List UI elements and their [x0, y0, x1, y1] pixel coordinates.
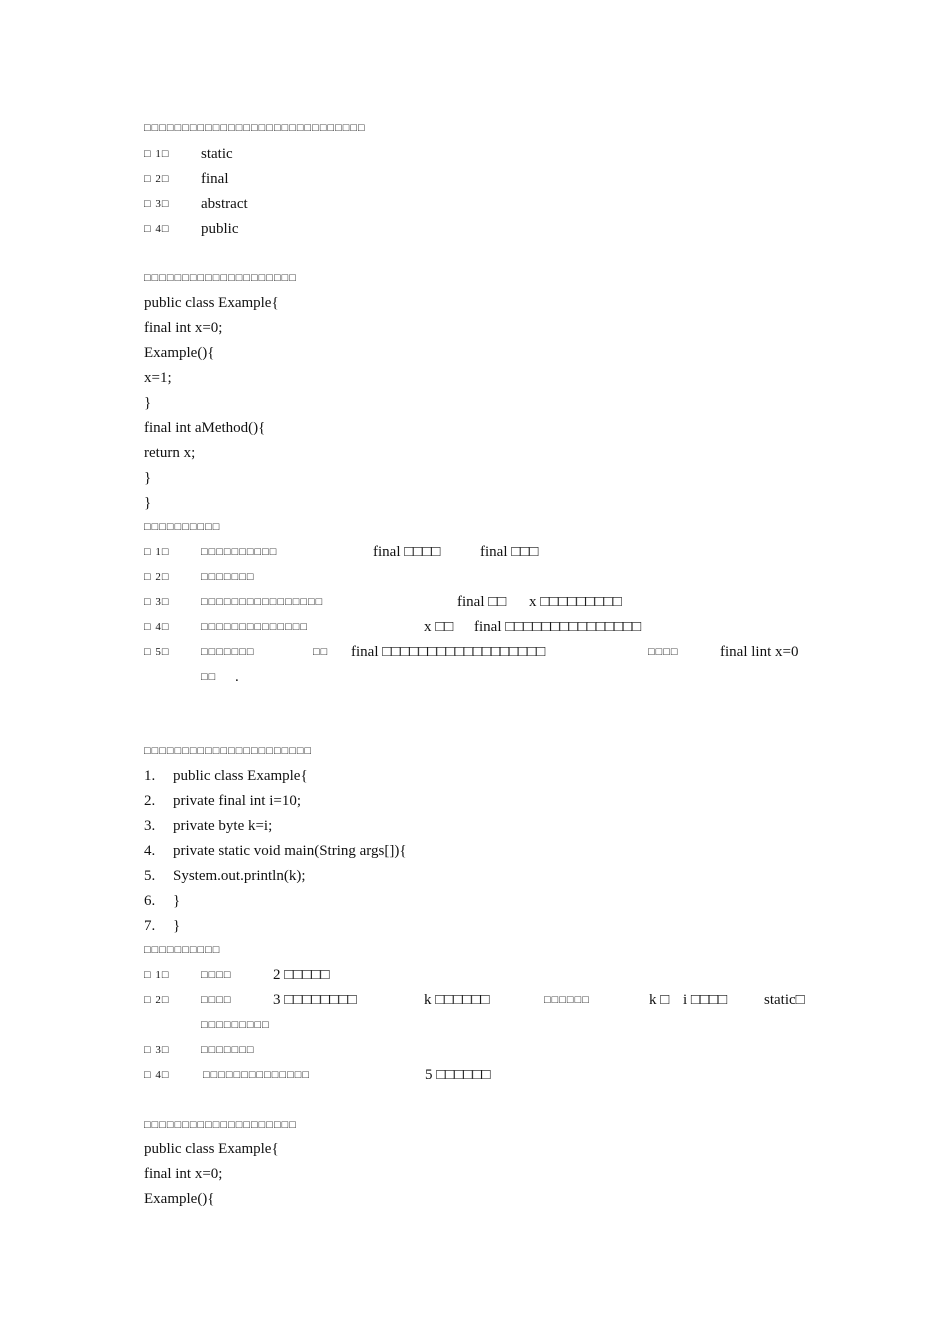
q4-code-line: public class Example{: [144, 1141, 279, 1157]
q2-option-text: x □□□□□□□□□: [529, 594, 622, 610]
q3-option-num: □ 4□: [144, 1069, 170, 1081]
q1-option-text: public: [201, 221, 239, 237]
q2-option-num: □ 5□: [144, 646, 170, 658]
q2-code-line: final int aMethod(){: [144, 420, 266, 436]
q2-option-text: final lint x=0: [720, 644, 799, 660]
q3-code-num: 3.: [144, 818, 156, 834]
q3-option-text: static□: [764, 992, 805, 1008]
q3-option-text: 3 □□□□□□□□: [273, 992, 357, 1008]
q2-option-text: □□: [201, 671, 217, 683]
q3-option-text: □□□□: [201, 994, 232, 1006]
q3-option-text: 2 □□□□□: [273, 967, 330, 983]
q2-stem: □□□□□□□□□□□□□□□□□□□□: [144, 272, 297, 284]
q3-code-line: public class Example{: [173, 768, 308, 784]
q3-option-text: k □: [649, 992, 670, 1008]
q3-code-line: }: [173, 893, 181, 909]
q2-option-text: final □□□: [480, 544, 539, 560]
q2-prompt: □□□□□□□□□□: [144, 521, 221, 533]
q2-option-text: .: [235, 669, 239, 685]
q1-option-text: abstract: [201, 196, 248, 212]
q1-option-num: □ 4□: [144, 223, 170, 235]
q3-code-num: 4.: [144, 843, 156, 859]
q1-option-text: final: [201, 171, 229, 187]
q3-option-text: i □□□□: [683, 992, 728, 1008]
q3-prompt: □□□□□□□□□□: [144, 944, 221, 956]
q2-option-text: x □□: [424, 619, 454, 635]
q2-option-text: □□□□: [648, 646, 679, 658]
q1-option-num: □ 1□: [144, 148, 170, 160]
q3-option-text: □□□□□□□□□: [201, 1019, 270, 1031]
q2-code-line: final int x=0;: [144, 320, 223, 336]
q3-option-text: 5 □□□□□□: [425, 1067, 491, 1083]
q2-option-text: final □□: [457, 594, 507, 610]
q2-option-text: □□□□□□□: [201, 571, 255, 583]
q3-option-text: □□□□□□□: [201, 1044, 255, 1056]
q2-option-text: □□□□□□□□□□□□□□: [201, 621, 309, 633]
q2-code-line: Example(){: [144, 345, 215, 361]
q2-code-line: }: [144, 395, 152, 411]
q3-code-num: 7.: [144, 918, 156, 934]
q1-option-text: static: [201, 146, 233, 162]
q1-option-num: □ 2□: [144, 173, 170, 185]
q2-code-line: return x;: [144, 445, 196, 461]
q3-code-num: 2.: [144, 793, 156, 809]
q3-code-num: 1.: [144, 768, 156, 784]
q2-option-num: □ 3□: [144, 596, 170, 608]
q1-option-num: □ 3□: [144, 198, 170, 210]
q3-code-line: private byte k=i;: [173, 818, 273, 834]
q3-code-line: }: [173, 918, 181, 934]
q3-code-line: private final int i=10;: [173, 793, 302, 809]
q3-option-num: □ 3□: [144, 1044, 170, 1056]
q2-option-text: □□: [313, 646, 329, 658]
q2-code-line: }: [144, 470, 152, 486]
q3-stem: □□□□□□□□□□□□□□□□□□□□□□: [144, 745, 313, 757]
q2-code-line: x=1;: [144, 370, 172, 386]
q2-option-text: final □□□□□□□□□□□□□□□□□□: [351, 644, 546, 660]
q2-option-text: □□□□□□□□□□□□□□□□: [201, 596, 324, 608]
q3-option-num: □ 2□: [144, 994, 170, 1006]
q3-option-text: □□□□□□: [544, 994, 590, 1006]
q3-code-line: private static void main(String args[]){: [173, 843, 407, 859]
q3-code-line: System.out.println(k);: [173, 868, 306, 884]
q2-option-num: □ 1□: [144, 546, 170, 558]
q4-code-line: Example(){: [144, 1191, 215, 1207]
q2-option-text: final □□□□□□□□□□□□□□□: [474, 619, 642, 635]
q3-option-text: □□□□□□□□□□□□□□: [203, 1069, 311, 1081]
q3-option-text: k □□□□□□: [424, 992, 490, 1008]
q3-code-num: 6.: [144, 893, 156, 909]
q3-code-num: 5.: [144, 868, 156, 884]
q2-option-text: final □□□□: [373, 544, 441, 560]
q2-code-line: }: [144, 495, 152, 511]
q3-option-num: □ 1□: [144, 969, 170, 981]
q2-option-text: □□□□□□□□□□: [201, 546, 278, 558]
q1-stem: □□□□□□□□□□□□□□□□□□□□□□□□□□□□□: [144, 122, 366, 134]
q2-code-line: public class Example{: [144, 295, 279, 311]
q2-option-num: □ 4□: [144, 621, 170, 633]
q3-option-text: □□□□: [201, 969, 232, 981]
q4-stem: □□□□□□□□□□□□□□□□□□□□: [144, 1119, 297, 1131]
q4-code-line: final int x=0;: [144, 1166, 223, 1182]
q2-option-num: □ 2□: [144, 571, 170, 583]
q2-option-text: □□□□□□□: [201, 646, 255, 658]
